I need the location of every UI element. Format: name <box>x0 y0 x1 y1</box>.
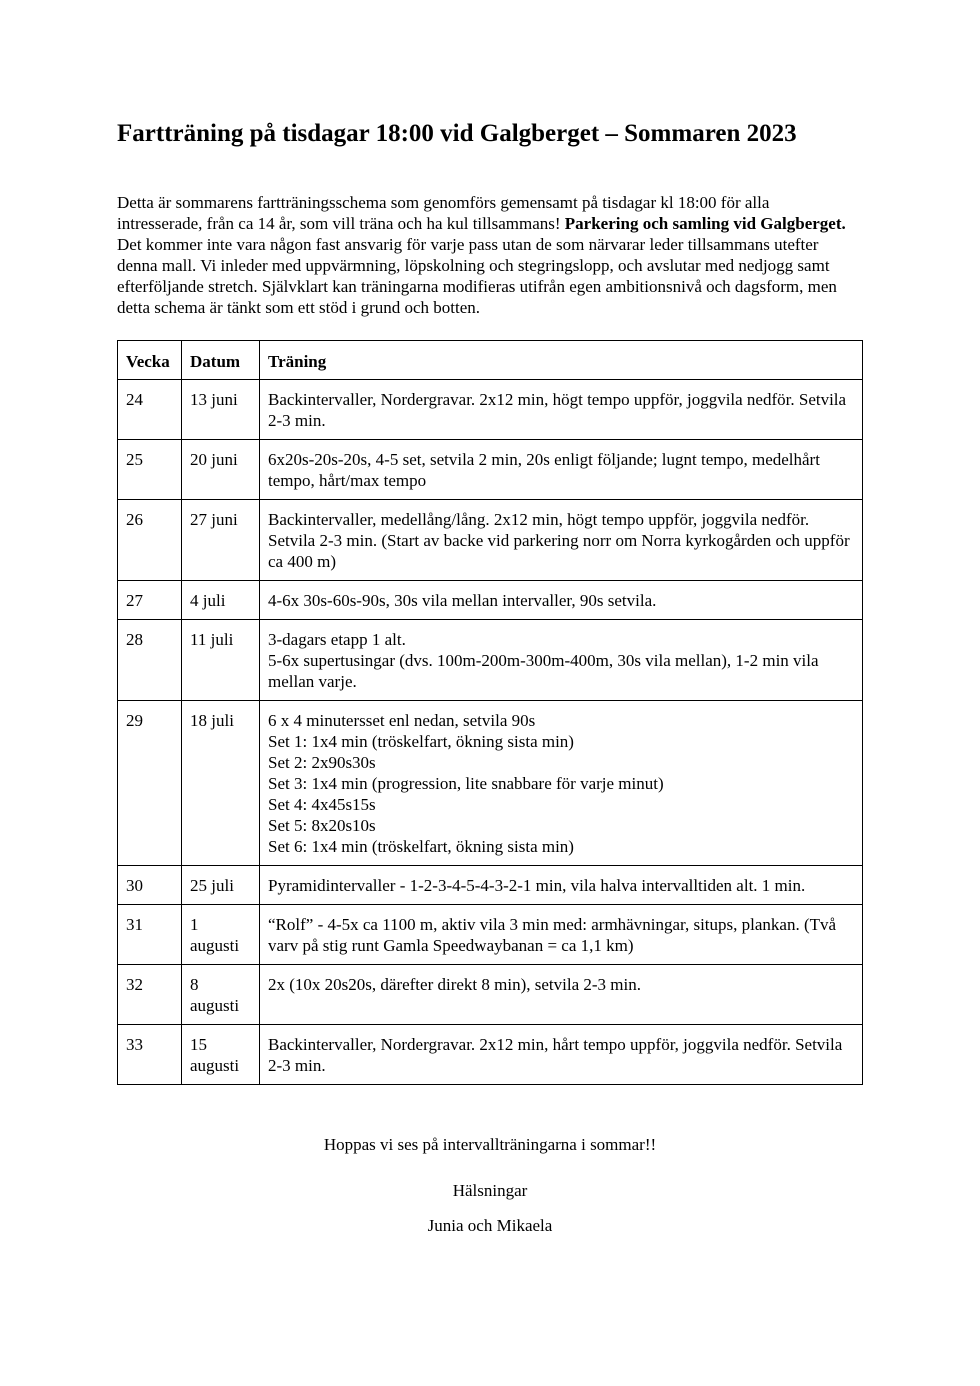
table-row <box>118 905 863 965</box>
closing-signature: Junia och Mikaela <box>427 1216 553 1235</box>
date-line: 13 juni <box>190 390 238 409</box>
training-cell <box>260 581 863 620</box>
intro-text-start: Detta är sommarens fartträningsschema som genomförs gemensamt på tisdagar kl 18:00 för alla intresserade, från ca 14 år, som vill träna och ha kul tillsammans! <box>117 193 770 233</box>
date-cell <box>182 1025 260 1085</box>
training-line: Set 3: 1x4 min (progression, lite snabbare för varje minut) <box>268 774 664 793</box>
date-line: 11 juli <box>190 630 234 649</box>
date-cell <box>182 905 260 965</box>
date-line: 18 juli <box>190 711 234 730</box>
training-cell <box>260 866 863 905</box>
week-cell: 29 <box>118 701 182 866</box>
table-body <box>118 380 863 1085</box>
training-line: Set 1: 1x4 min (tröskelfart, ökning sista min) <box>268 732 574 751</box>
week-cell: 28 <box>118 620 182 701</box>
date-line: 8 <box>190 975 199 994</box>
training-line: Set 6: 1x4 min (tröskelfart, ökning sista min) <box>268 837 574 856</box>
training-line: Backintervaller, Nordergravar. 2x12 min, hårt tempo uppför, joggvila nedför. Setvila 2-3 min. <box>268 1035 843 1075</box>
training-cell <box>260 1025 863 1085</box>
training-cell <box>260 965 863 1025</box>
intro-bold-text: Parkering och samling vid Galgberget. <box>564 214 846 233</box>
date-line: 15 <box>190 1035 207 1054</box>
date-cell <box>182 500 260 581</box>
date-cell <box>182 701 260 866</box>
training-cell <box>260 500 863 581</box>
week-cell: 32 <box>118 965 182 1025</box>
week-cell: 26 <box>118 500 182 581</box>
training-line: “Rolf” - 4-5x ca 1100 m, aktiv vila 3 min med: armhävningar, situps, plankan. (Två varv på stig runt Gamla Speedwaybanan = ca 1,1 km) <box>268 915 837 955</box>
date-cell <box>182 440 260 500</box>
training-schedule-table <box>117 340 863 1085</box>
table-row <box>118 380 863 440</box>
training-line: Set 2: 2x90s30s <box>268 753 376 772</box>
table-row <box>118 440 863 500</box>
closing-message: Hoppas vi ses på intervallträningarna i sommar!! <box>323 1135 657 1154</box>
training-cell <box>260 905 863 965</box>
training-line: Set 4: 4x45s15s <box>268 795 376 814</box>
date-cell <box>182 380 260 440</box>
training-cell <box>260 440 863 500</box>
closing-greeting: Hälsningar <box>452 1181 528 1200</box>
header-date: Datum <box>182 341 260 380</box>
training-line: Pyramidintervaller - 1-2-3-4-5-4-3-2-1 min, vila halva intervalltiden alt. 1 min. <box>268 876 806 895</box>
training-line: 2x (10x 20s20s, därefter direkt 8 min), setvila 2-3 min. <box>268 975 641 994</box>
date-cell <box>182 581 260 620</box>
date-line: augusti <box>190 996 240 1015</box>
training-line: 6 x 4 minutersset enl nedan, setvila 90s <box>268 711 536 730</box>
training-line: 3-dagars etapp 1 alt. <box>268 630 406 649</box>
date-cell <box>182 965 260 1025</box>
training-line: 5-6x supertusingar (dvs. 100m-200m-300m-400m, 30s vila mellan), 1-2 min vila mellan varje. <box>268 651 819 691</box>
week-cell: 30 <box>118 866 182 905</box>
date-line: 1 <box>190 915 199 934</box>
training-cell <box>260 701 863 866</box>
header-training: Träning <box>260 341 863 380</box>
date-line: 25 juli <box>190 876 234 895</box>
date-line: augusti <box>190 936 240 955</box>
table-row <box>118 581 863 620</box>
training-line: Set 5: 8x20s10s <box>268 816 376 835</box>
table-row <box>118 500 863 581</box>
week-cell: 33 <box>118 1025 182 1085</box>
table-row <box>118 866 863 905</box>
table-row <box>118 701 863 866</box>
table-header-row <box>118 341 863 380</box>
header-week: Vecka <box>118 341 182 380</box>
week-cell: 24 <box>118 380 182 440</box>
document-title: Fartträning på tisdagar 18:00 vid Galgberget – Sommaren 2023 <box>117 120 797 147</box>
training-line: Backintervaller, Nordergravar. 2x12 min, högt tempo uppför, joggvila nedför. Setvila 2-3 min. <box>268 390 847 430</box>
table-row <box>118 620 863 701</box>
intro-paragraph <box>117 192 857 318</box>
table-row <box>118 1025 863 1085</box>
date-line: 4 juli <box>190 591 226 610</box>
week-cell: 31 <box>118 905 182 965</box>
training-line: 6x20s-20s-20s, 4-5 set, setvila 2 min, 20s enligt följande; lugnt tempo, medelhårt tempo, hårt/max tempo <box>268 450 820 490</box>
date-line: 27 juni <box>190 510 238 529</box>
training-line: 4-6x 30s-60s-90s, 30s vila mellan intervaller, 90s setvila. <box>268 591 657 610</box>
week-cell: 27 <box>118 581 182 620</box>
training-cell <box>260 620 863 701</box>
date-line: 20 juni <box>190 450 238 469</box>
training-line: Backintervaller, medellång/lång. 2x12 min, högt tempo uppför, joggvila nedför. Setvila 2-3 min. (Start av backe vid parkering norr om Norra kyrkogården och uppför ca 400 m) <box>268 510 850 571</box>
date-line: augusti <box>190 1056 240 1075</box>
date-cell <box>182 620 260 701</box>
training-cell <box>260 380 863 440</box>
week-cell: 25 <box>118 440 182 500</box>
table-row <box>118 965 863 1025</box>
intro-text-end: Det kommer inte vara någon fast ansvarig för varje pass utan de som närvarar leder tillsammans utefter denna mall. Vi inleder med uppvärmning, löpskolning och stegringslopp, och avslutar med nedjogg samt efterföljande stretch. Självklart kan träningarna modifieras utifrån egen ambitionsnivå och dagsform, men detta schema är tänkt som ett stöd i grund och botten. <box>117 235 837 317</box>
date-cell <box>182 866 260 905</box>
